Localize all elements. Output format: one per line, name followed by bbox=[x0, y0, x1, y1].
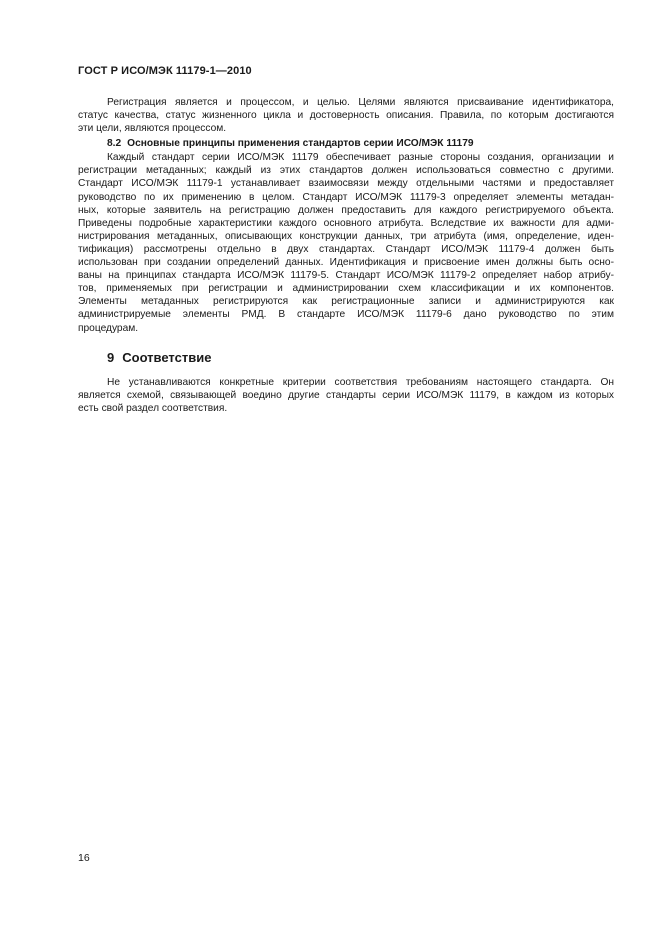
paragraph-principles bbox=[78, 151, 614, 334]
subsection-heading bbox=[78, 137, 614, 151]
text-line: использован при создании определений данных. Идентификация и присвоение имен должны быть осно- bbox=[78, 257, 614, 269]
paragraph-conformance bbox=[78, 376, 614, 415]
text-line: тификация) рассмотрены отдельно в двух стандартах. Стандарт ИСО/МЭК 11179-4 должен быть bbox=[78, 243, 614, 255]
text-line: Каждый стандарт серии ИСО/МЭК 11179 обеспечивает разные стороны создания, организации и bbox=[107, 152, 614, 164]
section-title: Соответствие bbox=[122, 349, 212, 365]
page-number: 16 bbox=[78, 852, 90, 864]
subsection-number: 8.2 bbox=[107, 138, 122, 150]
text-line: нистрирования метаданных, описывающих конструкции данных, три атрибута (имя, определение, иден- bbox=[78, 230, 614, 242]
paragraph-registration bbox=[78, 96, 614, 135]
section-heading bbox=[78, 349, 614, 366]
section-number: 9 bbox=[107, 349, 115, 365]
text-line: ных, которые заявитель на регистрацию должен предоставить для каждого регистрируемого объекта. bbox=[78, 204, 614, 216]
text-line: эти цели, являются процессом. bbox=[78, 123, 227, 135]
text-line: регистрации метаданных; каждый из этих стандартов должен использоваться совместно с другими. bbox=[78, 165, 614, 177]
text-line: есть свой раздел соответствия. bbox=[78, 402, 228, 414]
text-line: тов, применяемых при регистрации и администрировании схем классификации и их компонентов. bbox=[78, 283, 614, 295]
subsection-title: Основные принципы применения стандартов серии ИСО/МЭК 11179 bbox=[127, 138, 474, 150]
text-line: является схемой, связывающей воедино другие стандарты серии ИСО/МЭК 11179, в каждом из которых bbox=[78, 389, 614, 401]
text-line: ваны на принципах стандарта ИСО/МЭК 11179-5. Стандарт ИСО/МЭК 11179-2 определяет набор атрибу- bbox=[78, 270, 614, 282]
text-line: Элементы метаданных регистрируются как регистрационные записи и администрируются как bbox=[78, 296, 614, 308]
text-line: администрируемые элементы РМД. В стандарте ИСО/МЭК 11179-6 дано руководство по этим bbox=[78, 309, 614, 321]
text-line: Стандарт ИСО/МЭК 11179-1 устанавливает взаимосвязи между отдельными частями и предоставляет bbox=[78, 178, 614, 190]
document-body bbox=[78, 96, 614, 415]
text-line: статус качества, статус жизненного цикла и достоверность описания. Правила, по которым достигаются bbox=[78, 110, 614, 122]
text-line: Приведены подробные характеристики каждого основного атрибута. Вследствие их важности для адми- bbox=[78, 217, 614, 229]
text-line: руководство по их применению в целом. Стандарт ИСО/МЭК 11179-3 определяет элементы метадан- bbox=[78, 191, 614, 203]
document-header: ГОСТ Р ИСО/МЭК 11179-1—2010 bbox=[78, 65, 252, 77]
text-line: Не устанавливаются конкретные критерии соответствия требованиям настоящего стандарта. Он bbox=[107, 376, 614, 388]
text-line: процедурам. bbox=[78, 322, 139, 334]
text-line: Регистрация является и процессом, и целью. Целями являются присваивание идентификатора, bbox=[107, 97, 614, 108]
